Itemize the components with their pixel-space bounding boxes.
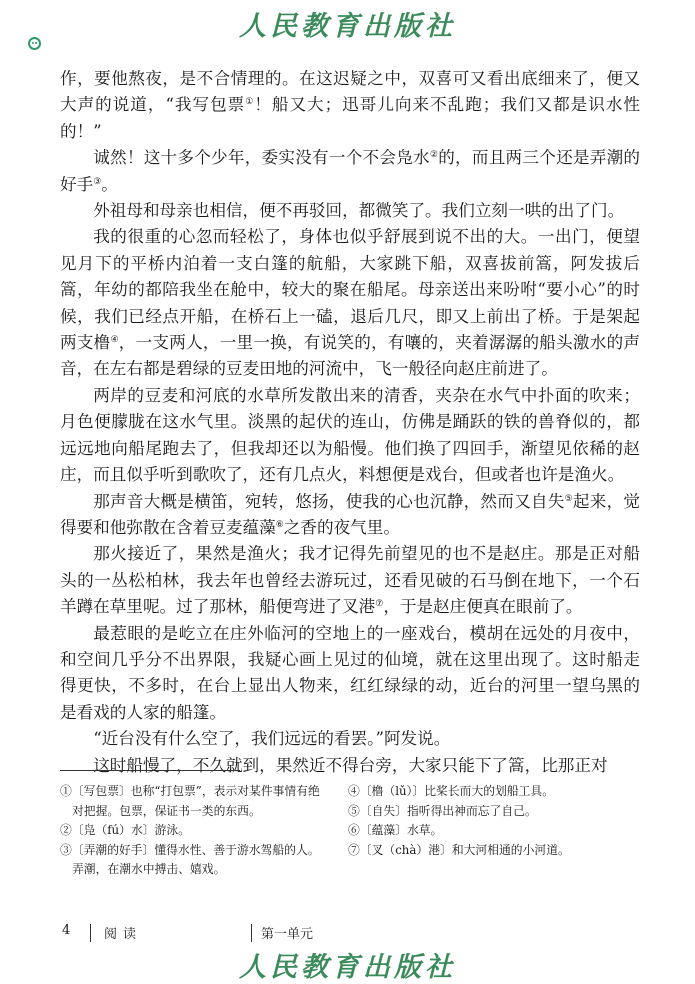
paragraph-text: 起来，觉得要和他弥散在含着豆麦蕴藻 [60, 491, 641, 537]
paragraph-text: 诚然！这十多个少年，委实没有一个不会凫水 [93, 148, 430, 168]
footnote: ②〔凫（fú）水〕游泳。 [60, 823, 190, 838]
footnote-marker: ⑥ [275, 519, 284, 530]
page-number: 4 [62, 923, 71, 938]
footer-divider [251, 924, 252, 942]
section-name: 阅读 [104, 927, 143, 942]
footnote: ①〔写包票〕也称“打包票”，表示对某件事情有绝对把握。包票，保证书一类的东西。 [60, 784, 320, 818]
paragraph [60, 224, 640, 382]
paragraph-text: 的，而且两三个还是弄潮的好手 [60, 148, 641, 194]
paragraph-text: 那火接近了，果然是渔火；我才记得先前望见的也不是赵庄。那是正对船头的一丛松柏林，我去年也曾经去游玩过，还看见破的石马倒在地下，一个石羊蹲在草里呢。过了那林，船便弯进了叉港 [60, 544, 640, 617]
paragraph [60, 66, 640, 145]
smiley-icon[interactable] [28, 37, 41, 50]
footnote: ⑦〔叉（chà）港〕和大河相通的小河道。 [348, 842, 570, 857]
paragraph-text: 最惹眼的是屹立在庄外临河的空地上的一座戏台，模胡在远处的月夜中，和空间几乎分不出界限，我疑心画上见过的仙境，就在这里出现了。这时船走得更快，不多时，在台上显出人物来，红红绿绿的动，近台的河里一望乌黑的是看戏的人家的船篷。 [60, 623, 640, 722]
footnote: ⑥〔蕴藻〕水草。 [348, 823, 443, 838]
footnote-marker: ① [245, 97, 255, 108]
footer-divider [90, 924, 91, 942]
footnote: ⑤〔自失〕指听得出神而忘了自己。 [348, 803, 537, 818]
footnote-marker: ④ [110, 335, 119, 346]
footnote-marker: ② [429, 150, 439, 161]
paragraph-text: ，一支两人，一里一换，有说笑的，有嚷的，夹着潺潺的船头激水的声音，在左右都是碧绿的豆麦田地的河流中，飞一般径向赵庄前进了。 [60, 333, 640, 379]
paragraph [60, 726, 640, 752]
paragraph [60, 383, 640, 489]
footnote-marker: ③ [93, 176, 102, 187]
paragraph [60, 621, 640, 727]
footnote-marker: ⑤ [564, 493, 573, 504]
article-body [60, 66, 640, 779]
paragraph-text: 外祖母和母亲也相信，便不再驳回，都微笑了。我们立刻一哄的出了门。 [93, 201, 625, 221]
paragraph-text: “近台没有什么空了，我们远远的看罢。”阿发说。 [93, 729, 451, 749]
paragraph-text: 两岸的豆麦和河底的水草所发散出来的清香，夹杂在水气中扑面的吹来；月色便朦胧在这水气里。淡黑的起伏的连山，仿佛是踊跃的铁的兽脊似的，都远远地向船尾跑去了，但我却还以为船慢。他们换了四回手，渐望见依稀的赵庄，而且似乎听到歌吹了，还有几点火，料想便是戏台，但或者也许是渔火。 [60, 385, 640, 485]
paragraph-text: 这时船慢了，不久就到，果然近不得台旁，大家只能下了篙，比那正对 [93, 755, 608, 775]
paragraph-text: 。 [101, 174, 118, 194]
paragraph-text: 我的很重的心忽而轻松了，身体也似乎舒展到说不出的大。一出门，便望见月下的平桥内泊着一支白篷的航船，大家跳下船，双喜拔前篙，阿发拔后篙，年幼的都陪我坐在舱中，较大的聚在船尾。母亲送出来吩咐“要小心”的时候，我们已经点开船，在桥石上一磕，退后几尺，即又上前出了桥。于是架起两支橹 [60, 227, 640, 353]
footnotes-left-column [60, 782, 328, 880]
publisher-logo-bottom: 人民教育出版社 [239, 952, 456, 983]
paragraph-text: 之香的夜气里。 [283, 517, 400, 537]
footnote-marker: ⑦ [375, 599, 384, 610]
unit-name: 第一单元 [261, 927, 314, 942]
paragraph-text: 那声音大概是横笛，宛转，悠扬，使我的心也沉静，然而又自失 [93, 491, 565, 511]
footnotes-right-column [348, 782, 640, 860]
paragraph-text: ！船又大；迅哥儿向来不乱跑；我们又都是识水性的！” [60, 95, 641, 141]
footnote-divider [60, 770, 240, 771]
paragraph [60, 198, 640, 224]
paragraph [60, 753, 640, 779]
paragraph [60, 145, 640, 198]
publisher-logo-top: 人民教育出版社 [239, 11, 456, 42]
paragraph [60, 541, 640, 620]
paragraph-text: ，于是赵庄便真在眼前了。 [383, 597, 583, 617]
paragraph [60, 489, 640, 542]
footnote: ④〔橹（lǔ）〕比桨长而大的划船工具。 [348, 784, 555, 798]
paragraph-text: 作，要他熬夜，是不合情理的。在这迟疑之中，双喜可又看出底细来了，便又大声的说道，“我写包票 [60, 69, 640, 115]
footnote: ③〔弄潮的好手〕懂得水性、善于游水驾船的人。弄潮，在潮水中搏击、嬉戏。 [60, 842, 320, 877]
